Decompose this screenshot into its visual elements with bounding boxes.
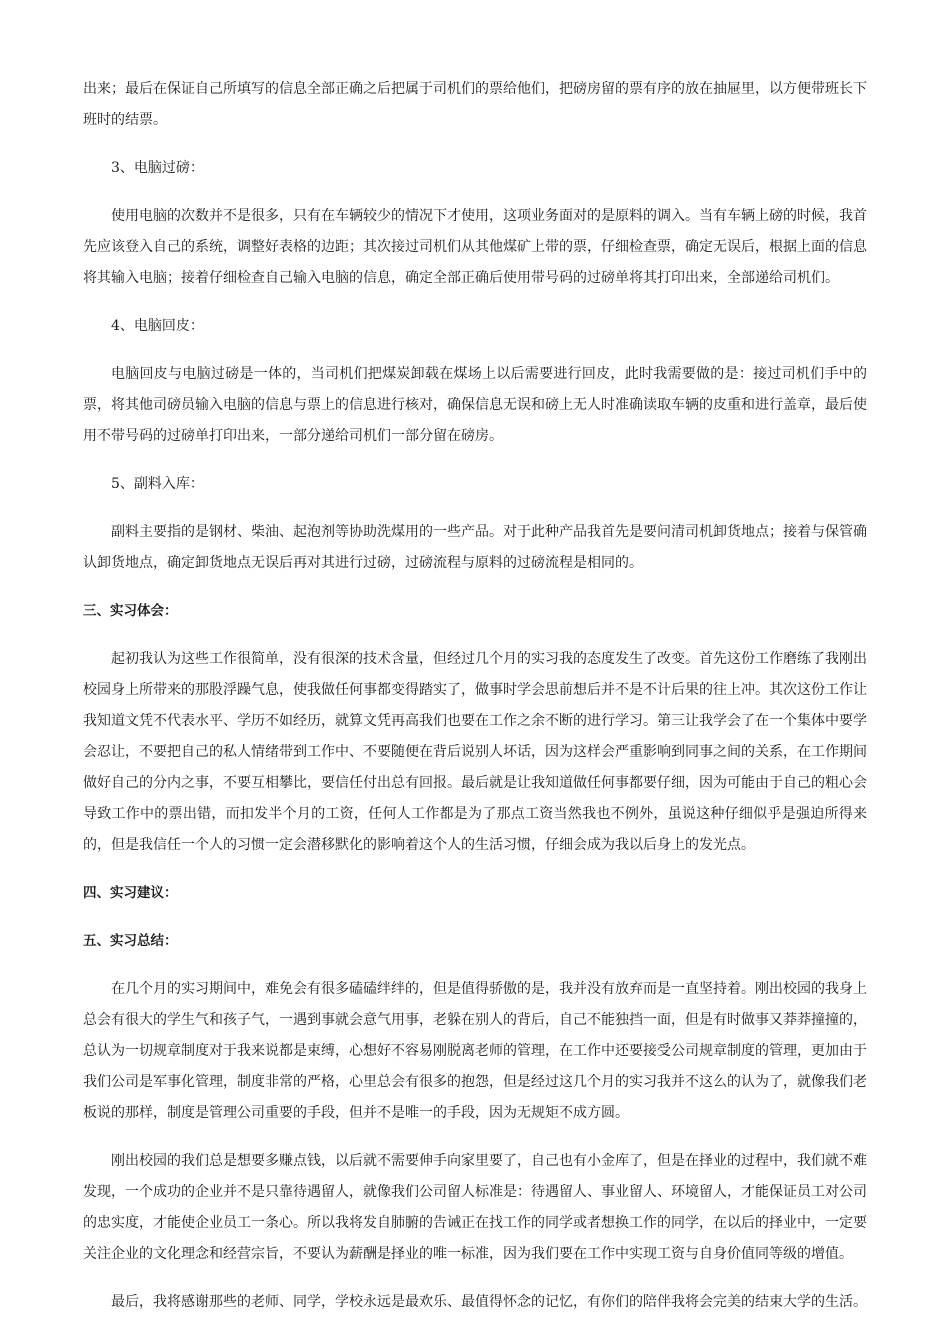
section-heading-summary: 五、实习总结：: [83, 933, 178, 949]
section-heading-experience: 三、实习体会：: [83, 603, 178, 619]
document-page: [83, 74, 867, 1335]
subheading-auxiliary-materials: 5、副料入库：: [111, 476, 204, 492]
paragraph-summary-3: 最后，我将感谢那些的老师、同学，学校永远是最欢乐、最值得怀念的记忆，有你们的陪伴我将会完美的结束大学的生活。: [111, 1294, 867, 1310]
subheading-computer-tare: 4、电脑回皮：: [111, 318, 204, 334]
paragraph-summary-2: 刚出校园的我们总是想要多赚点钱，以后就不需要伸手向家里要了，自己也有小金库了，但是在择业的过程中，我们就不难发现，一个成功的企业并不是只靠待遇留人，就像我们公司留人标准是：待遇留人、事业留人、环境留人，才能保证员工对公司的忠实度，才能使企业员工一条心。所以我将发自肺腑的告诫正在找工作的同学或者想换工作的同学，在以后的择业中，一定要关注企业的文化理念和经营宗旨，不要认为薪酬是择业的唯一标准，因为我们要在工作中实现工资与自身价值同等级的增值。: [83, 1153, 867, 1262]
paragraph-auxiliary-materials: 副料主要指的是钢材、柴油、起泡剂等协助洗煤用的一些产品。对于此种产品我首先是要问清司机卸货地点；接着与保管确认卸货地点，确定卸货地点无误后再对其进行过磅，过磅流程与原料的过磅流程是相同的。: [83, 524, 867, 571]
paragraph-summary-1: 在几个月的实习期间中，难免会有很多磕磕绊绊的，但是值得骄傲的是，我并没有放弃而是一直坚持着。刚出校园的我身上总会有很大的学生气和孩子气，一遇到事就会意气用事，老躲在别人的背后，自己不能独挡一面，但是有时做事又莽莽撞撞的，总认为一切规章制度对于我来说都是束缚，心想好不容易刚脱离老师的管理，在工作中还要接受公司规章制度的管理，更加由于我们公司是军事化管理，制度非常的严格，心里总会有很多的抱怨，但是经过这几个月的实习我并不这么的认为了，就像我们老板说的那样，制度是管理公司重要的手段，但并不是唯一的手段，因为无规矩不成方圆。: [83, 981, 867, 1121]
paragraph-continued: 出来；最后在保证自己所填写的信息全部正确之后把属于司机们的票给他们，把磅房留的票有序的放在抽屉里，以方便带班长下班时的结票。: [83, 81, 867, 128]
paragraph-experience: 起初我认为这些工作很简单，没有很深的技术含量，但经过几个月的实习我的态度发生了改变。首先这份工作磨练了我刚出校园身上所带来的那股浮躁气息，使我做任何事都变得踏实了，做事时学会思前想后并不是不计后果的往上冲。其次这份工作让我知道文凭不代表水平、学历不如经历，就算文凭再高我们也要在工作之余不断的进行学习。第三让我学会了在一个集体中要学会忍让，不要把自己的私人情绪带到工作中、不要随便在背后说别人坏话，因为这样会严重影响到同事之间的关系，在工作期间做好自己的分内之事，不要互相攀比，要信任付出总有回报。最后就是让我知道做任何事都要仔细，因为可能由于自己的粗心会导致工作中的票出错，而扣发半个月的工资，任何人工作都是为了那点工资当然我也不例外，虽说这种仔细似乎是强迫所得来的，但是我信任一个人的习惯一定会潜移默化的影响着这个人的生活习惯，仔细会成为我以后身上的发光点。: [83, 651, 867, 853]
section-heading-suggestions: 四、实习建议：: [83, 885, 178, 901]
paragraph-computer-weighing: 使用电脑的次数并不是很多，只有在车辆较少的情况下才使用，这项业务面对的是原料的调入。当有车辆上磅的时候，我首先应该登入自己的系统，调整好表格的边距；其次接过司机们从其他煤矿上带的票，仔细检查票，确定无误后，根据上面的信息将其输入电脑；接着仔细检查自己输入电脑的信息，确定全部正确后使用带号码的过磅单将其打印出来，全部递给司机们。: [83, 208, 867, 286]
subheading-computer-weighing: 3、电脑过磅：: [111, 160, 204, 176]
paragraph-computer-tare: 电脑回皮与电脑过磅是一体的，当司机们把煤炭卸载在煤场上以后需要进行回皮，此时我需要做的是：接过司机们手中的票，将其他司磅员输入电脑的信息与票上的信息进行核对，确保信息无误和磅上无人时准确读取车辆的皮重和进行盖章，最后使用不带号码的过磅单打印出来，一部分递给司机们一部分留在磅房。: [83, 366, 867, 444]
